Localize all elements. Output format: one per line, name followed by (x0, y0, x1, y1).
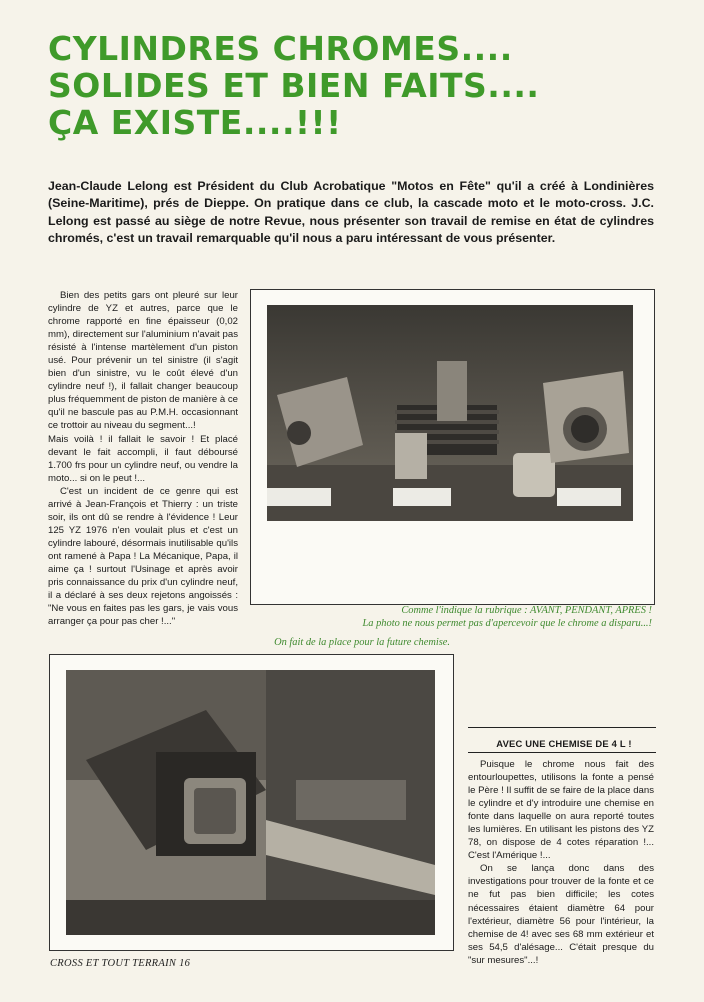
left-paragraph-1: Bien des petits gars ont pleuré sur leur cylindre de YZ et autres, parce que le chrome rapporté en fine épaisseur (0,02 mm), directement sur l'aluminium n'avait pas résisté à l'intense martèlement d'un piston usé. Pour prévenir un tel sinistre (il s'agit bien d'un sinistre, vu le coût élevé d'un cylindre neuf !), il fallait changer beaucoup plus fréquemment de piston de manière à ce qu'il ne bascule pas au P.M.H. occasionnant ce trottoir au niveau du segment...! (48, 290, 238, 432)
box-paragraph-2: On se lança donc dans des investigations pour trouver de la fonte et ce ne fut pas bien difficile; les cotes nécessaires étaient diamètre 64 pour l'extérieur, diamètre 56 pour l'intérieur, la chemise de 4! avec ses 68 mm extérieur et ses 54,5 d'alésage... C'était presque du "sur mesures"...! (468, 863, 654, 966)
intro-paragraph: Jean-Claude Lelong est Président du Club Acrobatique "Motos en Fête" qu'il a créé à Londinières (Seine-Maritime), prés de Dieppe. On pratique dans ce club, la cascade moto et le moto-cross. J.C. Lelong est passé au siège de notre Revue, nous présenter son travail de remise en état de cylindres chromés, c'est un travail remarquable qu'il nous a paru intéressant de vous présenter. (48, 179, 654, 246)
bottom-photo-caption: On fait de la place pour la future chemise. (274, 637, 450, 648)
box-column (468, 758, 654, 967)
left-paragraph-2: Mais voilà ! il fallait le savoir ! Et placé devant le fait accompli, il faut déboursé 1.700 frs pour un cylindre neuf, ou vendre la moto... si on le peut !... (48, 433, 238, 484)
title-line-1: CYLINDRES CHROMES.... (48, 29, 513, 68)
cylinders-photo-illustration (267, 305, 633, 521)
page-footer: CROSS ET TOUT TERRAIN 16 (50, 958, 191, 969)
lathe-photo-illustration (66, 670, 435, 935)
top-photo-caption (300, 604, 652, 630)
left-paragraph-3: C'est un incident de ce genre qui est arrivé à Jean-François et Thierry : un triste soir, ils ont dû se rendre à l'évidence ! Leur 125 YZ 1976 n'en voulait plus et c'est un cylindre labouré, désormais inutilisable qu'ils ont ramené à Papa ! La Mécanique, Papa, il aime ça ! surtout l'Usinage et après avoir pris connaissance du prix d'un cylindre neuf, il a déclaré à ses deux rejetons angoissés : "Ne vous en faites pas les gars, je vais vous arranger ça pour pas cher !..." (48, 485, 238, 628)
left-column (48, 289, 238, 628)
box-top-rule (468, 727, 656, 728)
top-caption-line-2: La photo ne nous permet pas d'apercevoir que le chrome a disparu...! (362, 618, 652, 629)
top-caption-line-1: Comme l'indique la rubrique : AVANT, PENDANT, APRES ! (401, 605, 652, 616)
title-line-3: ÇA EXISTE....!!! (48, 103, 342, 142)
article-title (48, 30, 648, 141)
cylinders-photo (267, 305, 633, 521)
box-heading: AVEC UNE CHEMISE DE 4 L ! (496, 738, 632, 749)
box-paragraph-1: Puisque le chrome nous fait des entourloupettes, utilisons la fonte a pensé le Père ! Il suffit de se faire de la place dans le cylindre et d'y introduire une chemise en fonte dans laquelle on aura reporté toutes les lumières. En utilisant les pistons des YZ 78, on dispose de 4 cotes réparation !... C'est l'Amérique !... (468, 759, 654, 862)
lathe-photo (66, 670, 435, 935)
box-heading-rule (468, 752, 656, 753)
title-line-2: SOLIDES ET BIEN FAITS.... (48, 66, 540, 105)
